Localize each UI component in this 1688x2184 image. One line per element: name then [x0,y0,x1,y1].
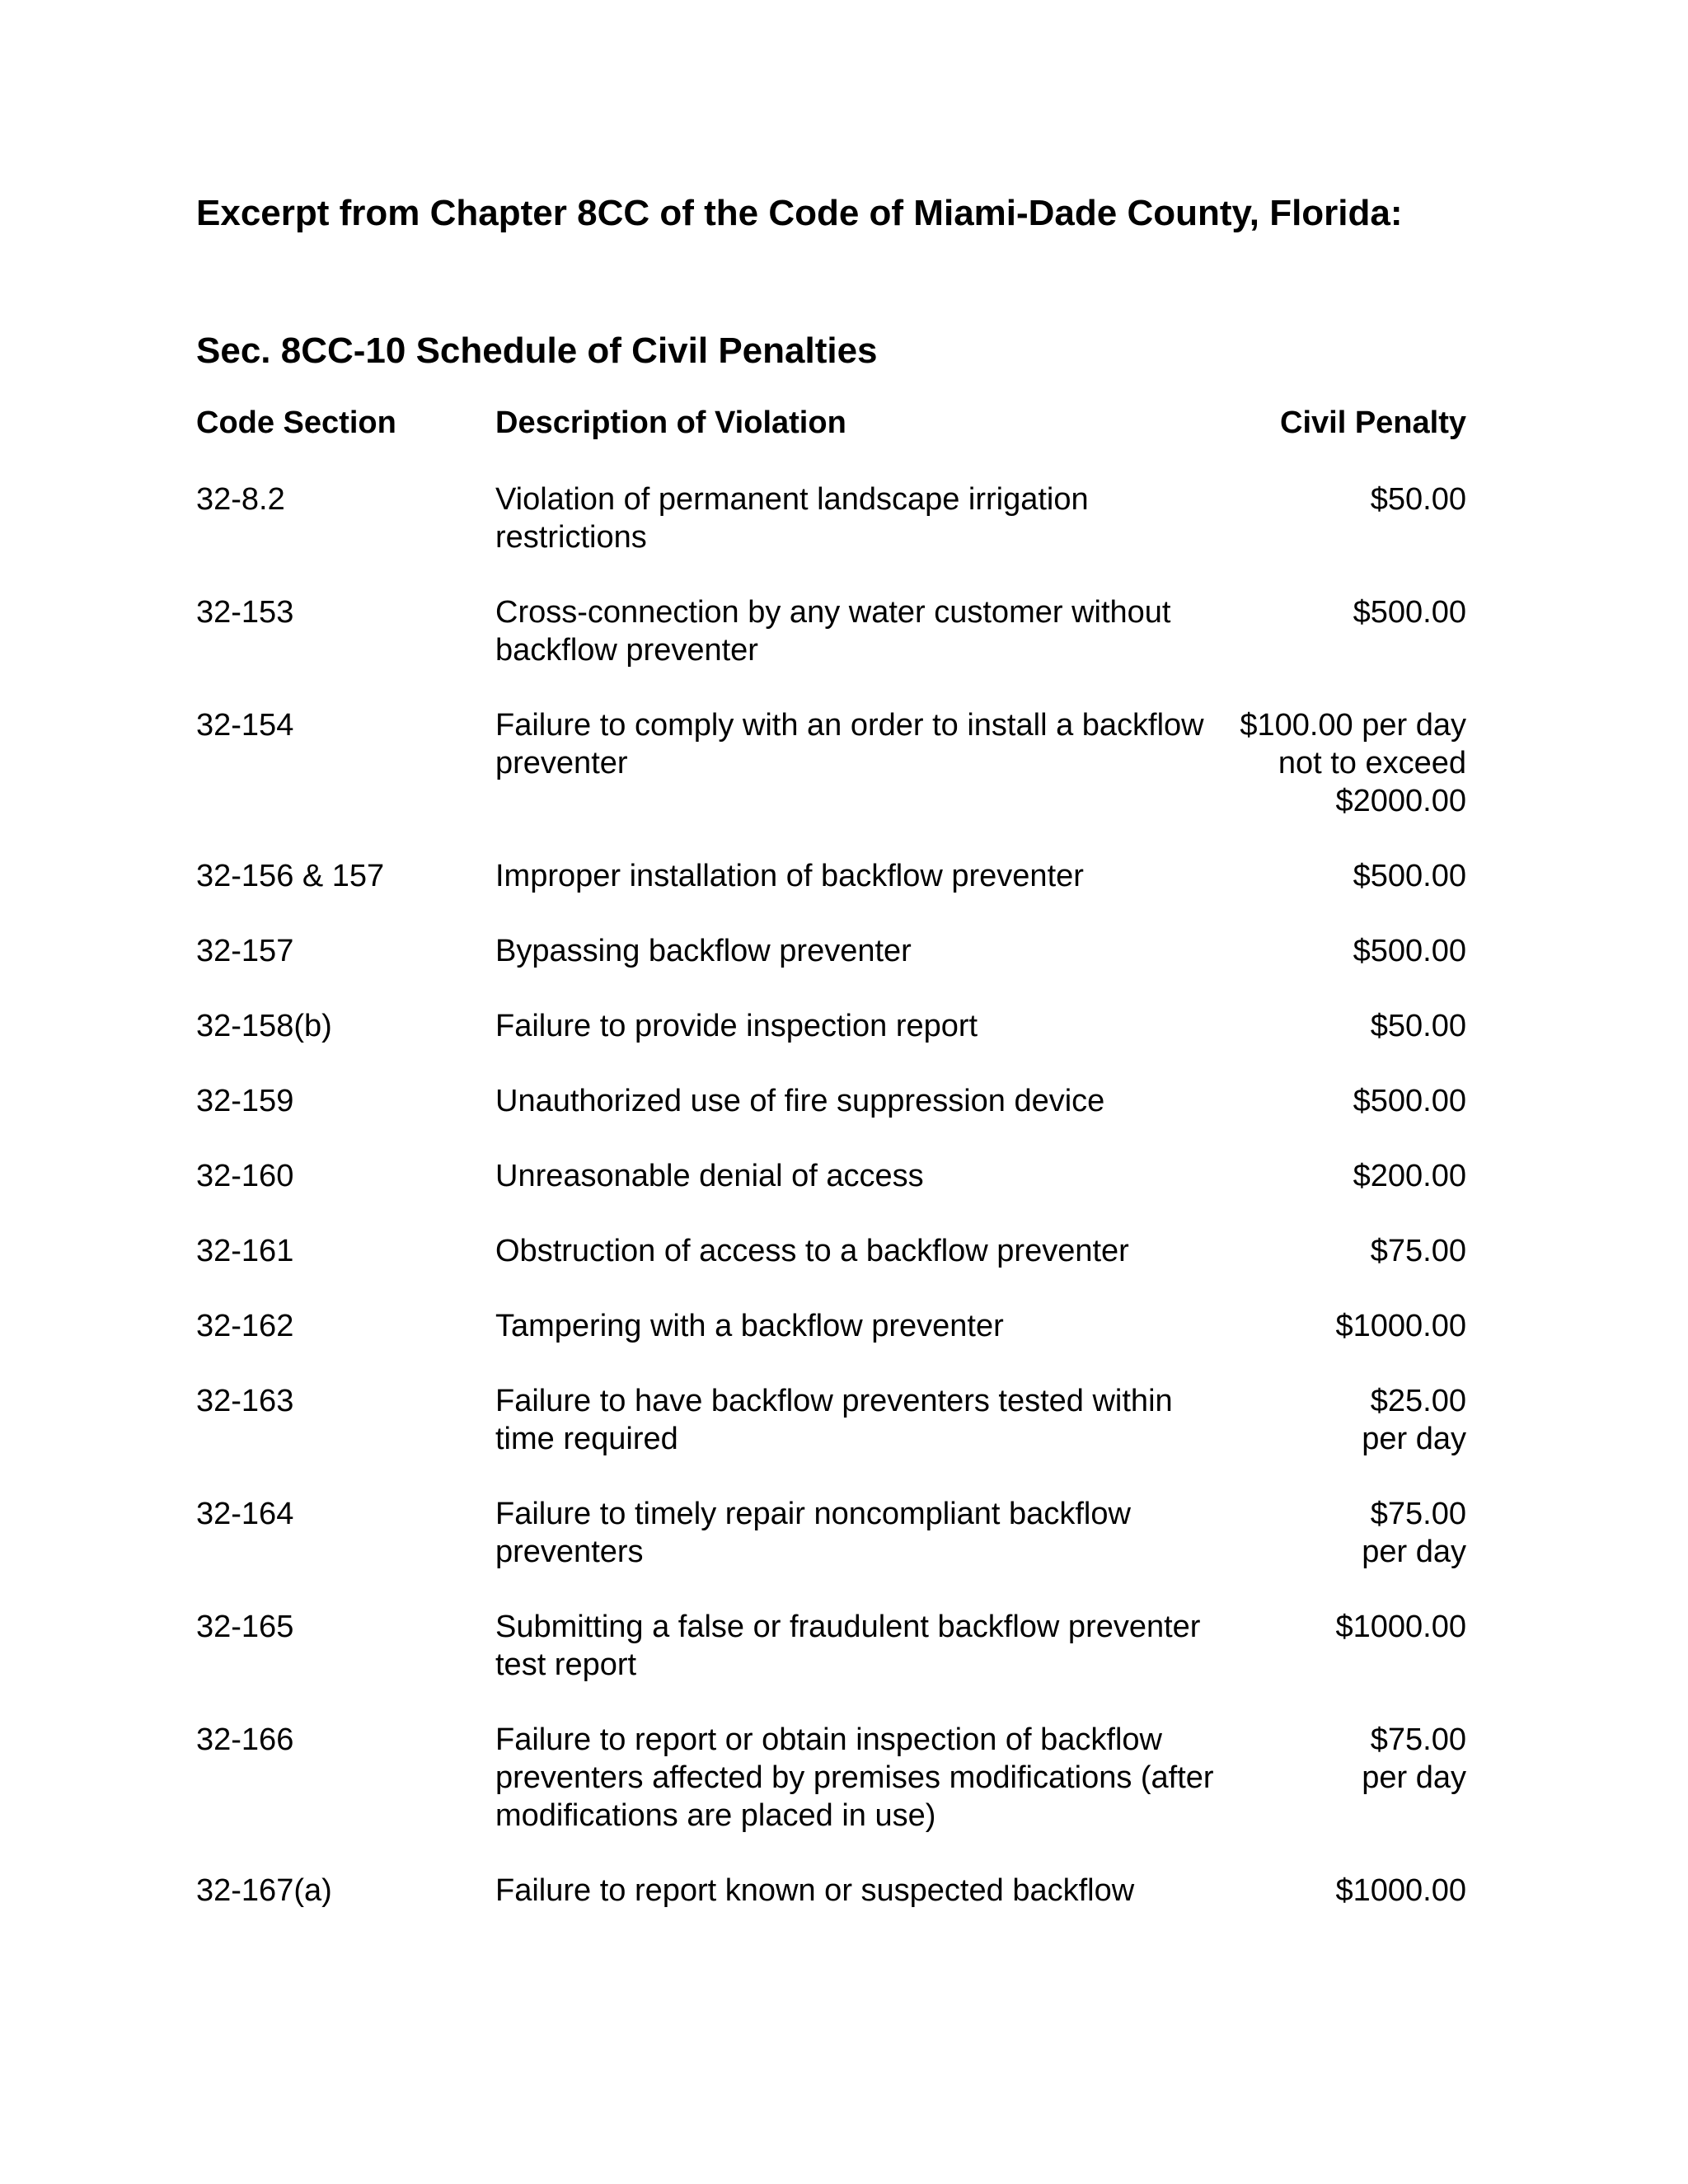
penalty-cell: $200.00 [1353,1159,1466,1193]
table-row [196,1382,1466,1458]
code-cell: 32-164 [196,1497,294,1531]
table-row [196,706,1466,820]
code-cell: 32-161 [196,1234,294,1268]
penalty-cell: $100.00 per day not to exceed $2000.00 [1240,708,1466,818]
table-row [196,857,1466,895]
description-cell: Obstruction of access to a backflow preventer [495,1234,1129,1268]
penalty-cell: $1000.00 [1335,1873,1466,1908]
description-cell: Unreasonable denial of access [495,1159,924,1193]
header-code-section: Code Section [196,405,396,440]
penalty-cell: $500.00 [1353,859,1466,893]
table-row [196,593,1466,669]
code-cell: 32-160 [196,1159,294,1193]
code-cell: 32-158(b) [196,1009,332,1043]
penalty-cell: $1000.00 [1335,1610,1466,1644]
table-row [196,1872,1466,1910]
penalty-cell: $500.00 [1353,1084,1466,1118]
code-cell: 32-163 [196,1384,294,1418]
table-row [196,1608,1466,1684]
description-cell: Violation of permanent landscape irrigation restrictions [495,482,1089,555]
description-cell: Bypassing backflow preventer [495,934,912,968]
table-row [196,1495,1466,1571]
code-cell: 32-165 [196,1610,294,1644]
header-civil-penalty: Civil Penalty [1280,405,1466,440]
penalty-cell: $500.00 [1353,595,1466,630]
description-cell: Cross-connection by any water customer without backflow preventer [495,595,1171,668]
code-cell: 32-157 [196,934,294,968]
description-cell: Unauthorized use of fire suppression device [495,1084,1105,1118]
penalty-cell: $1000.00 [1335,1309,1466,1343]
description-cell: Failure to comply with an order to install a backflow preventer [495,708,1204,780]
description-cell: Improper installation of backflow preventer [495,859,1084,893]
code-cell: 32-166 [196,1722,294,1757]
penalty-cell: $75.00 per day [1362,1722,1466,1795]
table-row [196,480,1466,556]
civil-penalties-table [196,404,1466,1947]
section-title: Sec. 8CC-10 Schedule of Civil Penalties [196,330,878,371]
table-row [196,1721,1466,1835]
penalty-cell: $75.00 [1370,1234,1466,1268]
code-cell: 32-162 [196,1309,294,1343]
code-cell: 32-154 [196,708,294,743]
description-cell: Failure to report or obtain inspection of backflow preventers affected by premises modifications (after modifications are placed in use) [495,1722,1214,1833]
code-cell: 32-156 & 157 [196,859,385,893]
description-cell: Failure to provide inspection report [495,1009,978,1043]
description-cell: Failure to have backflow preventers tested within time required [495,1384,1173,1456]
description-cell: Tampering with a backflow preventer [495,1309,1004,1343]
table-row [196,1157,1466,1195]
penalty-cell: $75.00 per day [1362,1497,1466,1569]
table-row [196,1307,1466,1345]
table-row [196,932,1466,970]
penalty-cell: $500.00 [1353,934,1466,968]
code-cell: 32-167(a) [196,1873,332,1908]
table-header-row [196,404,1466,480]
description-cell: Failure to report known or suspected backflow [495,1873,1135,1908]
header-description: Description of Violation [495,405,846,440]
penalty-cell: $50.00 [1370,1009,1466,1043]
table-row [196,1007,1466,1045]
penalty-cell: $25.00 per day [1362,1384,1466,1456]
table-row [196,1232,1466,1270]
code-cell: 32-159 [196,1084,294,1118]
description-cell: Failure to timely repair noncompliant backflow preventers [495,1497,1131,1569]
code-cell: 32-153 [196,595,294,630]
description-cell: Submitting a false or fraudulent backflow preventer test report [495,1610,1201,1682]
code-cell: 32-8.2 [196,482,285,517]
document-title: Excerpt from Chapter 8CC of the Code of Miami-Dade County, Florida: [196,193,1403,233]
table-row [196,1082,1466,1120]
penalty-cell: $50.00 [1370,482,1466,517]
